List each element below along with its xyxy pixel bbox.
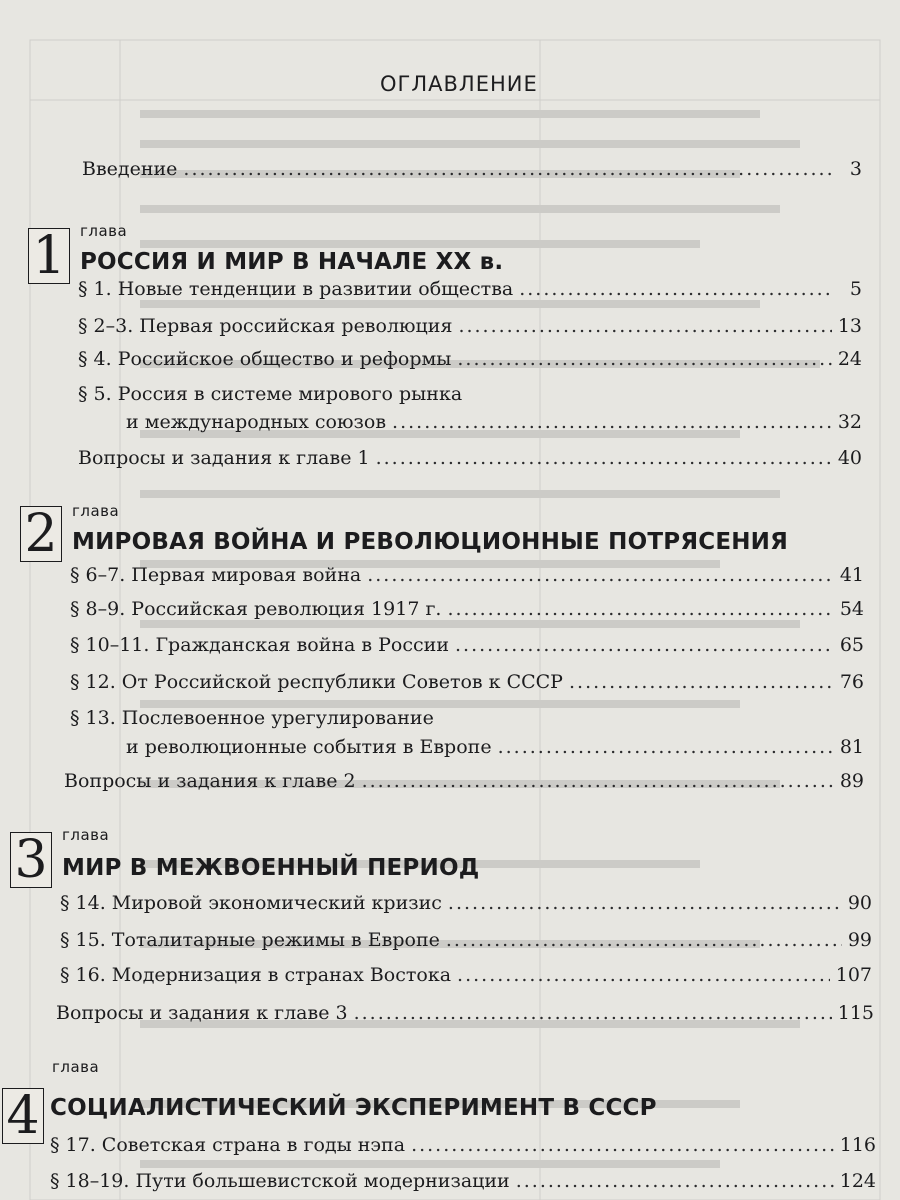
entry-label: § 2–3. Первая российская революция bbox=[78, 315, 453, 337]
page-number: 81 bbox=[839, 736, 864, 758]
page-number: 76 bbox=[839, 671, 864, 693]
entry-label: и международных союзов bbox=[126, 411, 387, 433]
dot-leader bbox=[362, 768, 834, 794]
entry-label: § 18–19. Пути большевистской модернизации bbox=[50, 1170, 510, 1192]
dot-leader bbox=[457, 962, 830, 988]
page-number: 41 bbox=[839, 564, 864, 586]
page-number: 107 bbox=[835, 964, 872, 986]
chapter-word: глава bbox=[72, 502, 120, 520]
page-number: 65 bbox=[839, 634, 864, 656]
page-number: 99 bbox=[847, 929, 872, 951]
dot-leader bbox=[569, 669, 834, 695]
dot-leader bbox=[376, 445, 832, 471]
entry-label: § 14. Мировой экономический кризис bbox=[60, 892, 442, 914]
entry-label: Вопросы и задания к главе 1 bbox=[78, 447, 370, 469]
dot-leader bbox=[457, 346, 831, 372]
toc-entry[interactable] bbox=[78, 346, 862, 372]
chapter-number-box: 3 bbox=[10, 832, 52, 888]
entry-label: Введение bbox=[82, 158, 178, 180]
dot-leader bbox=[367, 562, 834, 588]
toc-entry-questions[interactable] bbox=[78, 445, 862, 471]
entry-label: § 10–11. Гражданская война в России bbox=[70, 634, 449, 656]
page-number: 115 bbox=[837, 1002, 874, 1024]
chapter-word: глава bbox=[80, 222, 128, 240]
toc-entry[interactable] bbox=[126, 409, 862, 435]
entry-label: и революционные события в Европе bbox=[126, 736, 492, 758]
toc-entry-questions[interactable] bbox=[64, 768, 864, 794]
entry-label: § 15. Тоталитарные режимы в Европе bbox=[60, 929, 440, 951]
page-number: 90 bbox=[847, 892, 872, 914]
page-number: 116 bbox=[839, 1134, 876, 1156]
entry-label: Вопросы и задания к главе 3 bbox=[56, 1002, 348, 1024]
entry-label-line1[interactable]: § 5. Россия в системе мирового рынка bbox=[78, 383, 463, 405]
page-number: 54 bbox=[839, 598, 864, 620]
entry-label: § 8–9. Российская революция 1917 г. bbox=[70, 598, 442, 620]
toc-entry-intro[interactable] bbox=[82, 156, 862, 182]
chapter-title[interactable]: МИРОВАЯ ВОЙНА И РЕВОЛЮЦИОННЫЕ ПОТРЯСЕНИЯ bbox=[72, 529, 789, 555]
toc-entry[interactable] bbox=[126, 734, 864, 760]
toc-entry[interactable] bbox=[60, 927, 872, 953]
dot-leader bbox=[516, 1168, 834, 1194]
chapter-number-box: 4 bbox=[2, 1088, 44, 1144]
entry-label: § 1. Новые тенденции в развитии общества bbox=[78, 278, 514, 300]
chapter-word: глава bbox=[62, 826, 110, 844]
dot-leader bbox=[455, 632, 834, 658]
page-number: 124 bbox=[839, 1170, 876, 1192]
dot-leader bbox=[411, 1132, 834, 1158]
entry-label: § 17. Советская страна в годы нэпа bbox=[50, 1134, 406, 1156]
toc-entry[interactable] bbox=[50, 1132, 876, 1158]
chapter-title[interactable]: СОЦИАЛИСТИЧЕСКИЙ ЭКСПЕРИМЕНТ В СССР bbox=[50, 1095, 657, 1121]
toc-entry[interactable] bbox=[70, 562, 864, 588]
dot-leader bbox=[458, 313, 831, 339]
toc-entry[interactable] bbox=[50, 1168, 876, 1194]
page-number: 40 bbox=[837, 447, 862, 469]
dot-leader bbox=[183, 156, 832, 182]
dot-leader bbox=[446, 927, 842, 953]
entry-label: § 4. Российское общество и реформы bbox=[78, 348, 452, 370]
toc-entry[interactable] bbox=[70, 596, 864, 622]
dot-leader bbox=[448, 890, 842, 916]
entry-label: § 6–7. Первая мировая война bbox=[70, 564, 362, 586]
page-number: 3 bbox=[849, 158, 862, 180]
toc-entry[interactable] bbox=[78, 276, 862, 302]
entry-label: § 16. Модернизация в странах Востока bbox=[60, 964, 452, 986]
entry-label: Вопросы и задания к главе 2 bbox=[64, 770, 356, 792]
toc-entry[interactable] bbox=[60, 890, 872, 916]
dot-leader bbox=[354, 1000, 832, 1026]
page-number: 24 bbox=[837, 348, 862, 370]
toc-entry[interactable] bbox=[60, 962, 872, 988]
toc-entry[interactable] bbox=[70, 632, 864, 658]
dot-leader bbox=[392, 409, 832, 435]
entry-label: § 12. От Российской республики Советов к СССР bbox=[70, 671, 563, 693]
dot-leader bbox=[519, 276, 832, 302]
chapter-number-box: 1 bbox=[28, 228, 70, 284]
chapter-title[interactable]: РОССИЯ И МИР В НАЧАЛЕ XX в. bbox=[80, 249, 504, 275]
chapter-number-box: 2 bbox=[20, 506, 62, 562]
chapter-title[interactable]: МИР В МЕЖВОЕННЫЙ ПЕРИОД bbox=[62, 855, 480, 881]
page-number: 32 bbox=[837, 411, 862, 433]
toc-entry-questions[interactable] bbox=[56, 1000, 874, 1026]
page-number: 13 bbox=[837, 315, 862, 337]
entry-label-line1[interactable]: § 13. Послевоенное урегулирование bbox=[70, 707, 434, 729]
page-number: 5 bbox=[849, 278, 862, 300]
page-title: ОГЛАВЛЕНИЕ bbox=[380, 72, 538, 96]
dot-leader bbox=[447, 596, 833, 622]
toc-entry[interactable] bbox=[70, 669, 864, 695]
dot-leader bbox=[498, 734, 834, 760]
chapter-word: глава bbox=[52, 1058, 100, 1076]
page-number: 89 bbox=[839, 770, 864, 792]
toc-entry[interactable] bbox=[78, 313, 862, 339]
